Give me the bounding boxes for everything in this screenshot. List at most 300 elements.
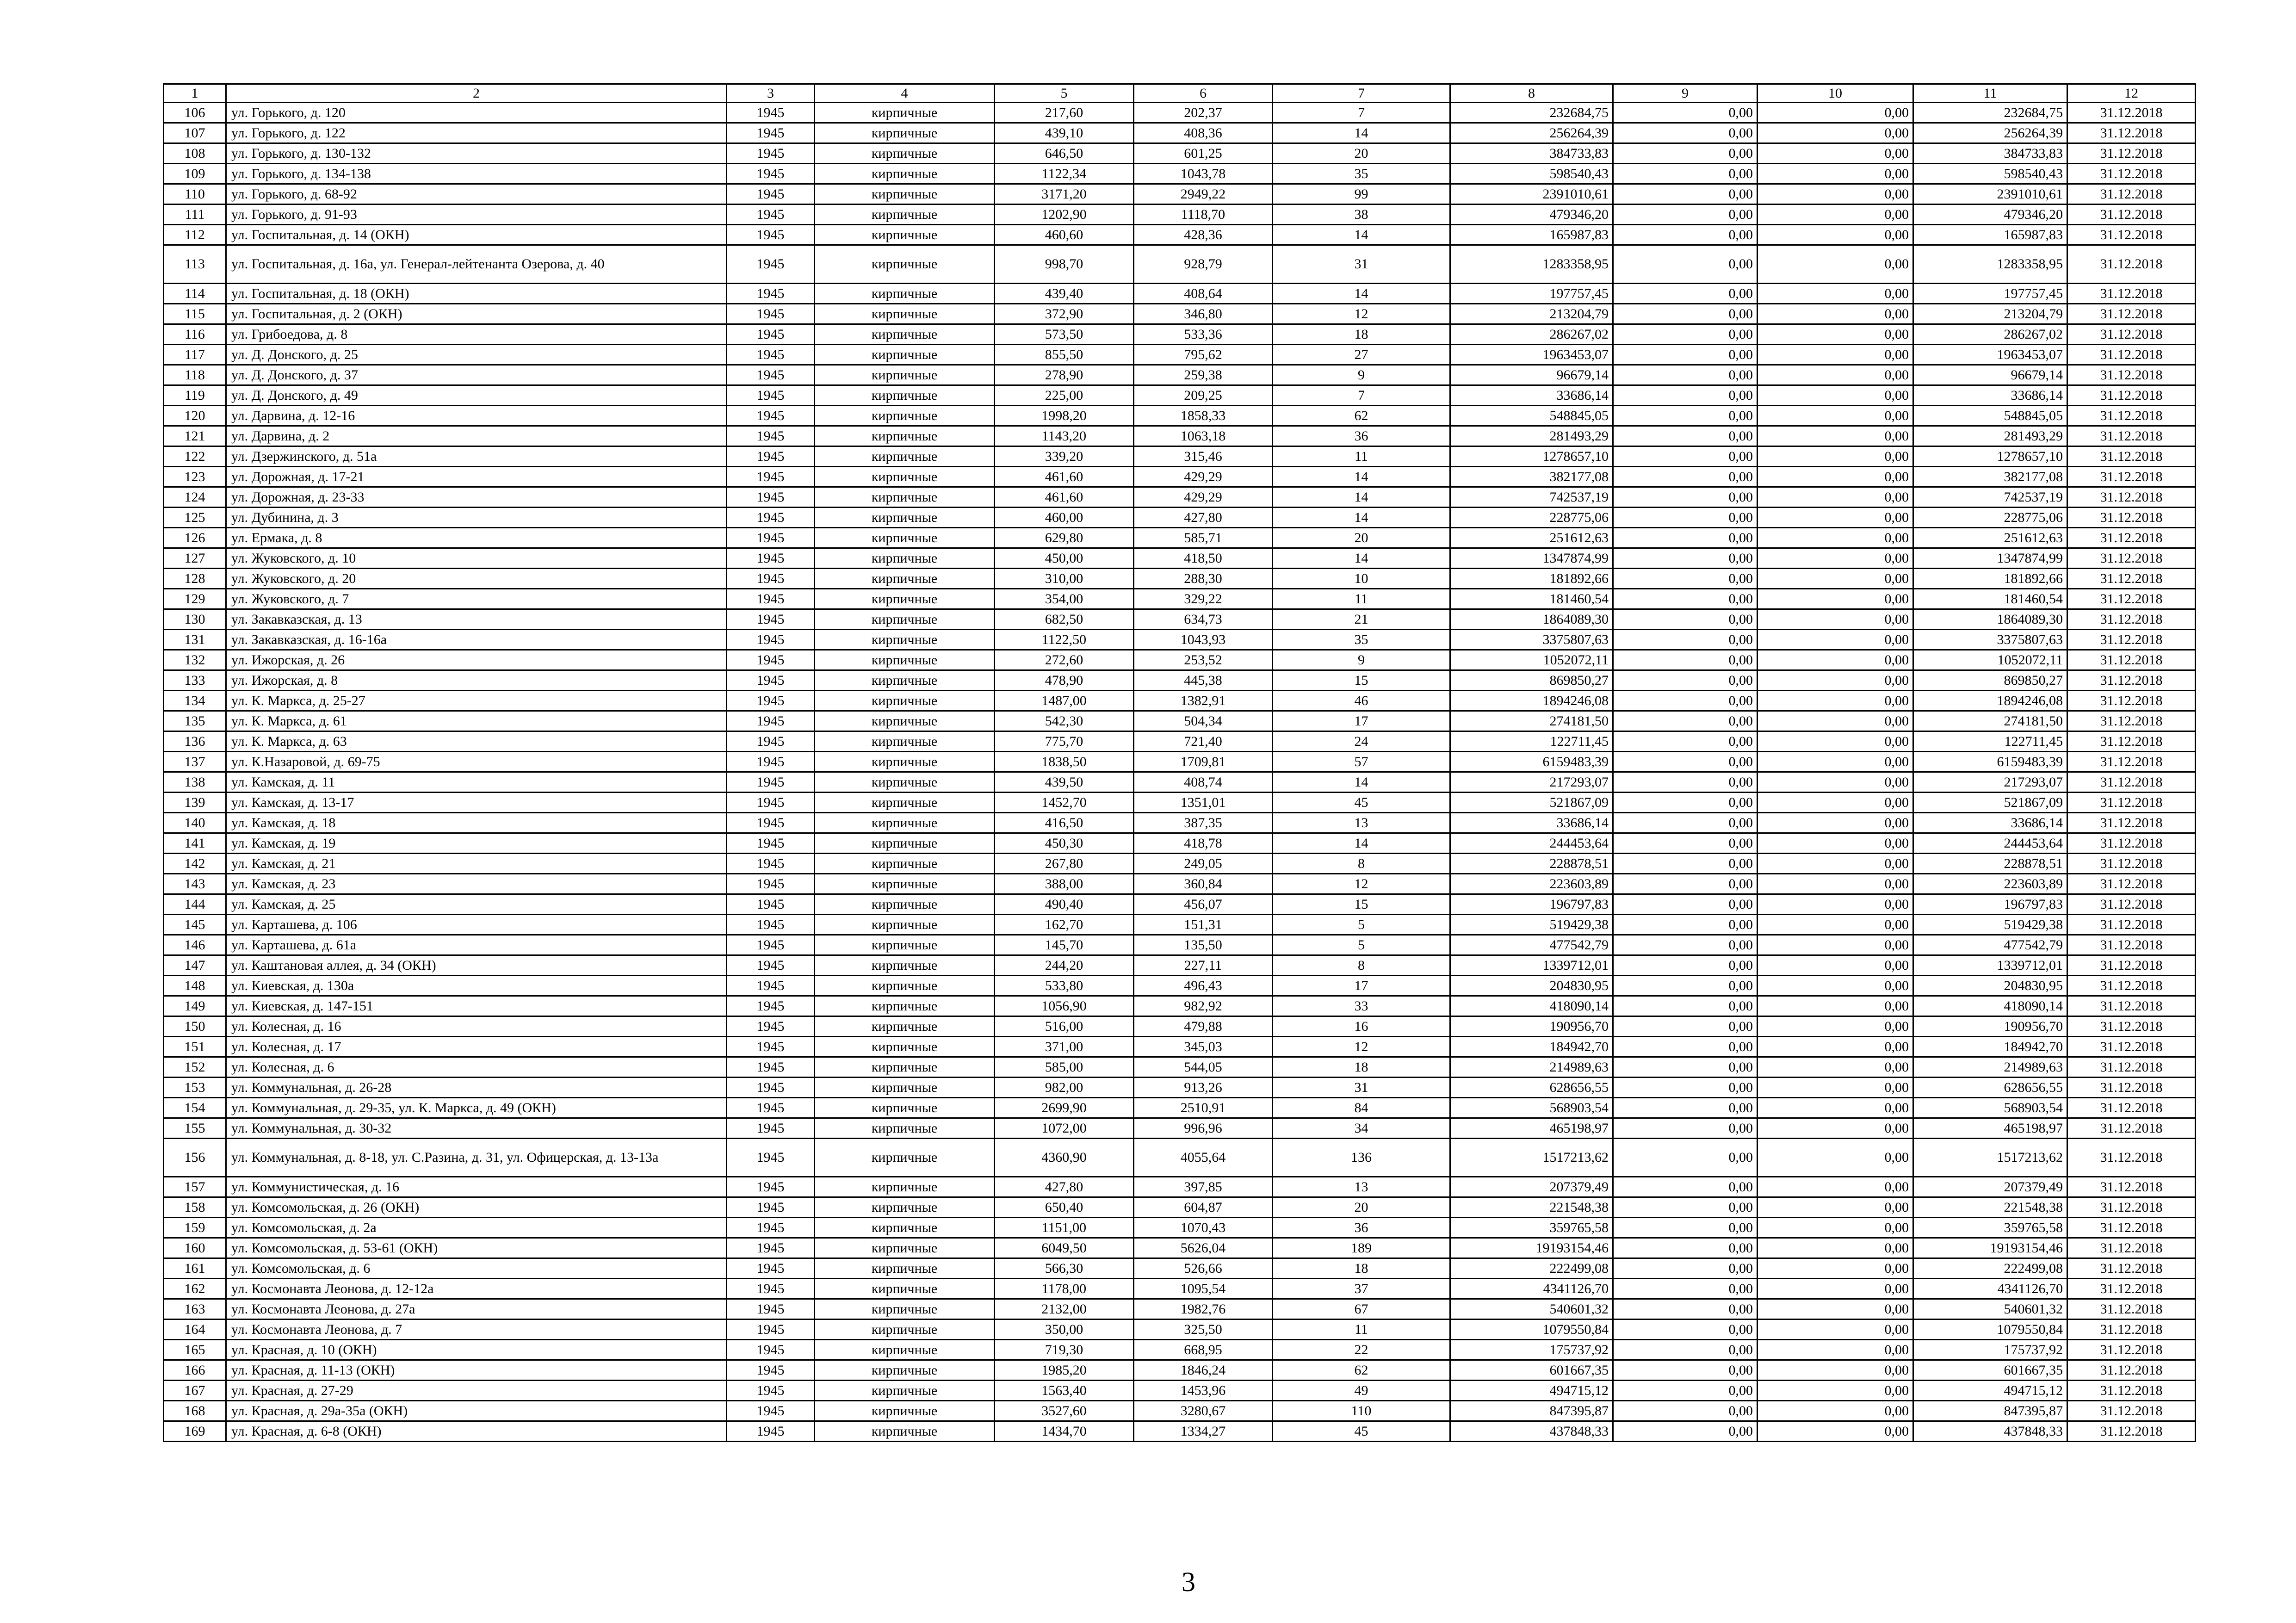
- value-8-cell: 847395,87: [1450, 1401, 1613, 1421]
- wall-material-cell: кирпичные: [815, 385, 995, 406]
- value-11-cell: 568903,54: [1913, 1098, 2067, 1118]
- area-total-cell: 533,80: [995, 976, 1134, 996]
- area-living-cell: 408,64: [1134, 284, 1273, 304]
- value-11-cell: 548845,05: [1913, 406, 2067, 426]
- wall-material-cell: кирпичные: [815, 446, 995, 467]
- table-row: [164, 446, 2196, 467]
- value-11-cell: 274181,50: [1913, 711, 2067, 731]
- area-total-cell: 225,00: [995, 385, 1134, 406]
- value-10-cell: 0,00: [1758, 670, 1913, 691]
- wall-material-cell: кирпичные: [815, 1401, 995, 1421]
- value-9-cell: 0,00: [1613, 1299, 1758, 1319]
- date-cell: 31.12.2018: [2067, 1299, 2196, 1319]
- wall-material-cell: кирпичные: [815, 609, 995, 630]
- value-11-cell: 286267,02: [1913, 324, 2067, 345]
- residents-cell: 62: [1273, 406, 1450, 426]
- area-total-cell: 1122,34: [995, 164, 1134, 184]
- value-11-cell: 601667,35: [1913, 1360, 2067, 1381]
- year-cell: 1945: [727, 711, 815, 731]
- address-cell: ул. Красная, д. 6-8 (ОКН): [226, 1421, 727, 1442]
- date-cell: 31.12.2018: [2067, 487, 2196, 508]
- table-row: [164, 426, 2196, 446]
- area-total-cell: 450,30: [995, 833, 1134, 854]
- date-cell: 31.12.2018: [2067, 1340, 2196, 1360]
- year-cell: 1945: [727, 284, 815, 304]
- value-10-cell: 0,00: [1758, 996, 1913, 1016]
- year-cell: 1945: [727, 833, 815, 854]
- wall-material-cell: кирпичные: [815, 1421, 995, 1442]
- row-number-cell: 109: [164, 164, 226, 184]
- value-9-cell: 0,00: [1613, 691, 1758, 711]
- address-cell: ул. Карташева, д. 106: [226, 915, 727, 935]
- value-11-cell: 359765,58: [1913, 1218, 2067, 1238]
- area-living-cell: 982,92: [1134, 996, 1273, 1016]
- row-number-cell: 153: [164, 1078, 226, 1098]
- value-10-cell: 0,00: [1758, 1057, 1913, 1078]
- value-9-cell: 0,00: [1613, 446, 1758, 467]
- residents-cell: 35: [1273, 630, 1450, 650]
- year-cell: 1945: [727, 854, 815, 874]
- table-row: [164, 854, 2196, 874]
- table-row: [164, 1381, 2196, 1401]
- wall-material-cell: кирпичные: [815, 184, 995, 204]
- area-living-cell: 151,31: [1134, 915, 1273, 935]
- residents-cell: 14: [1273, 487, 1450, 508]
- row-number-cell: 162: [164, 1279, 226, 1299]
- row-number-cell: 138: [164, 772, 226, 793]
- value-8-cell: 19193154,46: [1450, 1238, 1613, 1258]
- year-cell: 1945: [727, 935, 815, 955]
- value-8-cell: 477542,79: [1450, 935, 1613, 955]
- value-10-cell: 0,00: [1758, 935, 1913, 955]
- residents-cell: 22: [1273, 1340, 1450, 1360]
- value-9-cell: 0,00: [1613, 1197, 1758, 1218]
- date-cell: 31.12.2018: [2067, 813, 2196, 833]
- date-cell: 31.12.2018: [2067, 528, 2196, 548]
- value-10-cell: 0,00: [1758, 854, 1913, 874]
- residents-cell: 84: [1273, 1098, 1450, 1118]
- value-8-cell: 165987,83: [1450, 225, 1613, 245]
- address-cell: ул. Карташева, д. 61а: [226, 935, 727, 955]
- table-row: [164, 345, 2196, 365]
- residents-cell: 35: [1273, 164, 1450, 184]
- row-number-cell: 111: [164, 204, 226, 225]
- value-10-cell: 0,00: [1758, 609, 1913, 630]
- date-cell: 31.12.2018: [2067, 630, 2196, 650]
- row-number-cell: 114: [164, 284, 226, 304]
- wall-material-cell: кирпичные: [815, 996, 995, 1016]
- area-living-cell: 496,43: [1134, 976, 1273, 996]
- year-cell: 1945: [727, 630, 815, 650]
- value-11-cell: 207379,49: [1913, 1177, 2067, 1197]
- date-cell: 31.12.2018: [2067, 1258, 2196, 1279]
- date-cell: 31.12.2018: [2067, 1401, 2196, 1421]
- value-11-cell: 4341126,70: [1913, 1279, 2067, 1299]
- row-number-cell: 139: [164, 793, 226, 813]
- area-living-cell: 329,22: [1134, 589, 1273, 609]
- row-number-cell: 143: [164, 874, 226, 894]
- value-10-cell: 0,00: [1758, 284, 1913, 304]
- value-9-cell: 0,00: [1613, 204, 1758, 225]
- wall-material-cell: кирпичные: [815, 123, 995, 143]
- date-cell: 31.12.2018: [2067, 284, 2196, 304]
- value-8-cell: 1517213,62: [1450, 1139, 1613, 1177]
- value-10-cell: 0,00: [1758, 955, 1913, 976]
- table-row: [164, 996, 2196, 1016]
- date-cell: 31.12.2018: [2067, 225, 2196, 245]
- value-10-cell: 0,00: [1758, 894, 1913, 915]
- year-cell: 1945: [727, 143, 815, 164]
- table-row: [164, 225, 2196, 245]
- address-cell: ул. Закавказская, д. 16-16а: [226, 630, 727, 650]
- area-living-cell: 408,36: [1134, 123, 1273, 143]
- value-10-cell: 0,00: [1758, 1139, 1913, 1177]
- table-row: [164, 245, 2196, 284]
- table-row: [164, 955, 2196, 976]
- residents-cell: 36: [1273, 1218, 1450, 1238]
- year-cell: 1945: [727, 406, 815, 426]
- table-row: [164, 731, 2196, 752]
- area-living-cell: 418,50: [1134, 548, 1273, 569]
- value-9-cell: 0,00: [1613, 630, 1758, 650]
- residents-cell: 14: [1273, 548, 1450, 569]
- row-number-cell: 157: [164, 1177, 226, 1197]
- wall-material-cell: кирпичные: [815, 426, 995, 446]
- date-cell: 31.12.2018: [2067, 772, 2196, 793]
- row-number-cell: 145: [164, 915, 226, 935]
- wall-material-cell: кирпичные: [815, 345, 995, 365]
- wall-material-cell: кирпичные: [815, 1037, 995, 1057]
- value-8-cell: 251612,63: [1450, 528, 1613, 548]
- value-9-cell: 0,00: [1613, 609, 1758, 630]
- wall-material-cell: кирпичные: [815, 1177, 995, 1197]
- address-cell: ул. Горького, д. 130-132: [226, 143, 727, 164]
- wall-material-cell: кирпичные: [815, 204, 995, 225]
- row-number-cell: 147: [164, 955, 226, 976]
- date-cell: 31.12.2018: [2067, 164, 2196, 184]
- year-cell: 1945: [727, 1401, 815, 1421]
- row-number-cell: 136: [164, 731, 226, 752]
- row-number-cell: 169: [164, 1421, 226, 1442]
- address-cell: ул. Комсомольская, д. 53-61 (ОКН): [226, 1238, 727, 1258]
- value-8-cell: 382177,08: [1450, 467, 1613, 487]
- row-number-cell: 117: [164, 345, 226, 365]
- residents-cell: 27: [1273, 345, 1450, 365]
- value-11-cell: 223603,89: [1913, 874, 2067, 894]
- value-8-cell: 359765,58: [1450, 1218, 1613, 1238]
- wall-material-cell: кирпичные: [815, 1299, 995, 1319]
- value-10-cell: 0,00: [1758, 833, 1913, 854]
- wall-material-cell: кирпичные: [815, 1238, 995, 1258]
- wall-material-cell: кирпичные: [815, 1078, 995, 1098]
- wall-material-cell: кирпичные: [815, 143, 995, 164]
- value-10-cell: 0,00: [1758, 1360, 1913, 1381]
- wall-material-cell: кирпичные: [815, 467, 995, 487]
- value-9-cell: 0,00: [1613, 1218, 1758, 1238]
- area-total-cell: 461,60: [995, 487, 1134, 508]
- value-9-cell: 0,00: [1613, 184, 1758, 204]
- area-living-cell: 429,29: [1134, 467, 1273, 487]
- residents-cell: 14: [1273, 833, 1450, 854]
- wall-material-cell: кирпичные: [815, 1197, 995, 1218]
- value-8-cell: 1339712,01: [1450, 955, 1613, 976]
- residents-cell: 21: [1273, 609, 1450, 630]
- address-cell: ул. Горького, д. 122: [226, 123, 727, 143]
- value-10-cell: 0,00: [1758, 103, 1913, 123]
- year-cell: 1945: [727, 123, 815, 143]
- area-living-cell: 585,71: [1134, 528, 1273, 548]
- value-9-cell: 0,00: [1613, 1258, 1758, 1279]
- value-10-cell: 0,00: [1758, 446, 1913, 467]
- value-9-cell: 0,00: [1613, 752, 1758, 772]
- value-11-cell: 3375807,63: [1913, 630, 2067, 650]
- year-cell: 1945: [727, 1118, 815, 1139]
- value-8-cell: 281493,29: [1450, 426, 1613, 446]
- area-total-cell: 646,50: [995, 143, 1134, 164]
- address-cell: ул. Госпитальная, д. 14 (ОКН): [226, 225, 727, 245]
- residents-cell: 136: [1273, 1139, 1450, 1177]
- residents-cell: 9: [1273, 650, 1450, 670]
- area-total-cell: 244,20: [995, 955, 1134, 976]
- value-11-cell: 181892,66: [1913, 569, 2067, 589]
- address-cell: ул. Каштановая аллея, д. 34 (ОКН): [226, 955, 727, 976]
- residents-cell: 16: [1273, 1016, 1450, 1037]
- area-total-cell: 1487,00: [995, 691, 1134, 711]
- year-cell: 1945: [727, 1258, 815, 1279]
- value-11-cell: 221548,38: [1913, 1197, 2067, 1218]
- area-living-cell: 259,38: [1134, 365, 1273, 385]
- residents-cell: 46: [1273, 691, 1450, 711]
- address-cell: ул. Коммунальная, д. 8-18, ул. С.Разина, д. 31, ул. Офицерская, д. 13-13а: [226, 1139, 727, 1177]
- address-cell: ул. Дорожная, д. 17-21: [226, 467, 727, 487]
- area-living-cell: 479,88: [1134, 1016, 1273, 1037]
- value-10-cell: 0,00: [1758, 1319, 1913, 1340]
- area-living-cell: 249,05: [1134, 854, 1273, 874]
- row-number-cell: 134: [164, 691, 226, 711]
- table-row: [164, 1238, 2196, 1258]
- value-11-cell: 1052072,11: [1913, 650, 2067, 670]
- residents-cell: 20: [1273, 528, 1450, 548]
- wall-material-cell: кирпичные: [815, 711, 995, 731]
- value-11-cell: 382177,08: [1913, 467, 2067, 487]
- value-9-cell: 0,00: [1613, 1279, 1758, 1299]
- area-total-cell: 1178,00: [995, 1279, 1134, 1299]
- column-number-row: [164, 84, 2196, 103]
- column-number-cell: 6: [1134, 84, 1273, 103]
- column-number-cell: 3: [727, 84, 815, 103]
- value-8-cell: 568903,54: [1450, 1098, 1613, 1118]
- value-9-cell: 0,00: [1613, 1421, 1758, 1442]
- address-cell: ул. Жуковского, д. 20: [226, 569, 727, 589]
- residents-cell: 45: [1273, 793, 1450, 813]
- residents-cell: 12: [1273, 874, 1450, 894]
- residents-cell: 15: [1273, 894, 1450, 915]
- table-row: [164, 691, 2196, 711]
- value-10-cell: 0,00: [1758, 143, 1913, 164]
- value-10-cell: 0,00: [1758, 1258, 1913, 1279]
- area-total-cell: 573,50: [995, 324, 1134, 345]
- row-number-cell: 151: [164, 1037, 226, 1057]
- residents-cell: 45: [1273, 1421, 1450, 1442]
- area-total-cell: 145,70: [995, 935, 1134, 955]
- column-number-cell: 5: [995, 84, 1134, 103]
- value-9-cell: 0,00: [1613, 528, 1758, 548]
- area-living-cell: 5626,04: [1134, 1238, 1273, 1258]
- area-total-cell: 516,00: [995, 1016, 1134, 1037]
- value-10-cell: 0,00: [1758, 426, 1913, 446]
- area-living-cell: 1063,18: [1134, 426, 1273, 446]
- address-cell: ул. Колесная, д. 16: [226, 1016, 727, 1037]
- area-living-cell: 428,36: [1134, 225, 1273, 245]
- row-number-cell: 110: [164, 184, 226, 204]
- value-8-cell: 222499,08: [1450, 1258, 1613, 1279]
- year-cell: 1945: [727, 1197, 815, 1218]
- value-9-cell: 0,00: [1613, 1098, 1758, 1118]
- residents-cell: 49: [1273, 1381, 1450, 1401]
- value-10-cell: 0,00: [1758, 304, 1913, 324]
- residents-cell: 11: [1273, 446, 1450, 467]
- address-cell: ул. Ижорская, д. 26: [226, 650, 727, 670]
- table-row: [164, 284, 2196, 304]
- value-9-cell: 0,00: [1613, 345, 1758, 365]
- value-9-cell: 0,00: [1613, 711, 1758, 731]
- address-cell: ул. Комсомольская, д. 26 (ОКН): [226, 1197, 727, 1218]
- area-total-cell: 719,30: [995, 1340, 1134, 1360]
- address-cell: ул. Госпитальная, д. 2 (ОКН): [226, 304, 727, 324]
- value-8-cell: 274181,50: [1450, 711, 1613, 731]
- row-number-cell: 125: [164, 508, 226, 528]
- area-living-cell: 928,79: [1134, 245, 1273, 284]
- value-8-cell: 1347874,99: [1450, 548, 1613, 569]
- wall-material-cell: кирпичные: [815, 324, 995, 345]
- area-total-cell: 1202,90: [995, 204, 1134, 225]
- year-cell: 1945: [727, 955, 815, 976]
- residents-cell: 10: [1273, 569, 1450, 589]
- year-cell: 1945: [727, 225, 815, 245]
- value-9-cell: 0,00: [1613, 467, 1758, 487]
- row-number-cell: 115: [164, 304, 226, 324]
- value-10-cell: 0,00: [1758, 365, 1913, 385]
- value-10-cell: 0,00: [1758, 691, 1913, 711]
- table-row: [164, 915, 2196, 935]
- residents-cell: 14: [1273, 123, 1450, 143]
- value-11-cell: 477542,79: [1913, 935, 2067, 955]
- table-row: [164, 1258, 2196, 1279]
- value-8-cell: 213204,79: [1450, 304, 1613, 324]
- row-number-cell: 119: [164, 385, 226, 406]
- address-cell: ул. Дарвина, д. 2: [226, 426, 727, 446]
- value-9-cell: 0,00: [1613, 487, 1758, 508]
- date-cell: 31.12.2018: [2067, 793, 2196, 813]
- area-living-cell: 1858,33: [1134, 406, 1273, 426]
- wall-material-cell: кирпичные: [815, 650, 995, 670]
- date-cell: 31.12.2018: [2067, 1177, 2196, 1197]
- row-number-cell: 106: [164, 103, 226, 123]
- wall-material-cell: кирпичные: [815, 894, 995, 915]
- date-cell: 31.12.2018: [2067, 833, 2196, 854]
- area-total-cell: 439,10: [995, 123, 1134, 143]
- value-11-cell: 96679,14: [1913, 365, 2067, 385]
- table-row: [164, 1401, 2196, 1421]
- value-10-cell: 0,00: [1758, 406, 1913, 426]
- residents-cell: 8: [1273, 955, 1450, 976]
- area-total-cell: 629,80: [995, 528, 1134, 548]
- table-row: [164, 670, 2196, 691]
- value-11-cell: 222499,08: [1913, 1258, 2067, 1279]
- value-10-cell: 0,00: [1758, 976, 1913, 996]
- column-number-cell: 9: [1613, 84, 1758, 103]
- value-10-cell: 0,00: [1758, 793, 1913, 813]
- row-number-cell: 155: [164, 1118, 226, 1139]
- value-11-cell: 165987,83: [1913, 225, 2067, 245]
- date-cell: 31.12.2018: [2067, 1197, 2196, 1218]
- value-8-cell: 1963453,07: [1450, 345, 1613, 365]
- residents-cell: 17: [1273, 976, 1450, 996]
- area-living-cell: 1382,91: [1134, 691, 1273, 711]
- table-row: [164, 365, 2196, 385]
- date-cell: 31.12.2018: [2067, 324, 2196, 345]
- residents-cell: 31: [1273, 245, 1450, 284]
- table-row: [164, 184, 2196, 204]
- area-total-cell: 439,50: [995, 772, 1134, 793]
- area-living-cell: 1043,78: [1134, 164, 1273, 184]
- area-living-cell: 227,11: [1134, 955, 1273, 976]
- date-cell: 31.12.2018: [2067, 996, 2196, 1016]
- year-cell: 1945: [727, 164, 815, 184]
- date-cell: 31.12.2018: [2067, 1139, 2196, 1177]
- area-total-cell: 855,50: [995, 345, 1134, 365]
- value-8-cell: 548845,05: [1450, 406, 1613, 426]
- value-10-cell: 0,00: [1758, 772, 1913, 793]
- area-living-cell: 209,25: [1134, 385, 1273, 406]
- area-living-cell: 456,07: [1134, 894, 1273, 915]
- residents-cell: 18: [1273, 324, 1450, 345]
- value-8-cell: 33686,14: [1450, 385, 1613, 406]
- table-row: [164, 385, 2196, 406]
- year-cell: 1945: [727, 1078, 815, 1098]
- table-row: [164, 1340, 2196, 1360]
- value-9-cell: 0,00: [1613, 996, 1758, 1016]
- address-cell: ул. Горького, д. 91-93: [226, 204, 727, 225]
- date-cell: 31.12.2018: [2067, 103, 2196, 123]
- date-cell: 31.12.2018: [2067, 894, 2196, 915]
- wall-material-cell: кирпичные: [815, 935, 995, 955]
- row-number-cell: 126: [164, 528, 226, 548]
- row-number-cell: 141: [164, 833, 226, 854]
- date-cell: 31.12.2018: [2067, 1360, 2196, 1381]
- value-11-cell: 217293,07: [1913, 772, 2067, 793]
- value-8-cell: 286267,02: [1450, 324, 1613, 345]
- address-cell: ул. К. Маркса, д. 25-27: [226, 691, 727, 711]
- year-cell: 1945: [727, 670, 815, 691]
- table-row: [164, 1016, 2196, 1037]
- year-cell: 1945: [727, 915, 815, 935]
- year-cell: 1945: [727, 731, 815, 752]
- address-cell: ул. Камская, д. 11: [226, 772, 727, 793]
- value-11-cell: 19193154,46: [1913, 1238, 2067, 1258]
- area-total-cell: 267,80: [995, 854, 1134, 874]
- address-cell: ул. Горького, д. 120: [226, 103, 727, 123]
- value-8-cell: 204830,95: [1450, 976, 1613, 996]
- value-11-cell: 384733,83: [1913, 143, 2067, 164]
- table-row: [164, 528, 2196, 548]
- address-cell: ул. Красная, д. 11-13 (ОКН): [226, 1360, 727, 1381]
- table-row: [164, 324, 2196, 345]
- value-10-cell: 0,00: [1758, 324, 1913, 345]
- area-total-cell: 350,00: [995, 1319, 1134, 1340]
- row-number-cell: 107: [164, 123, 226, 143]
- row-number-cell: 159: [164, 1218, 226, 1238]
